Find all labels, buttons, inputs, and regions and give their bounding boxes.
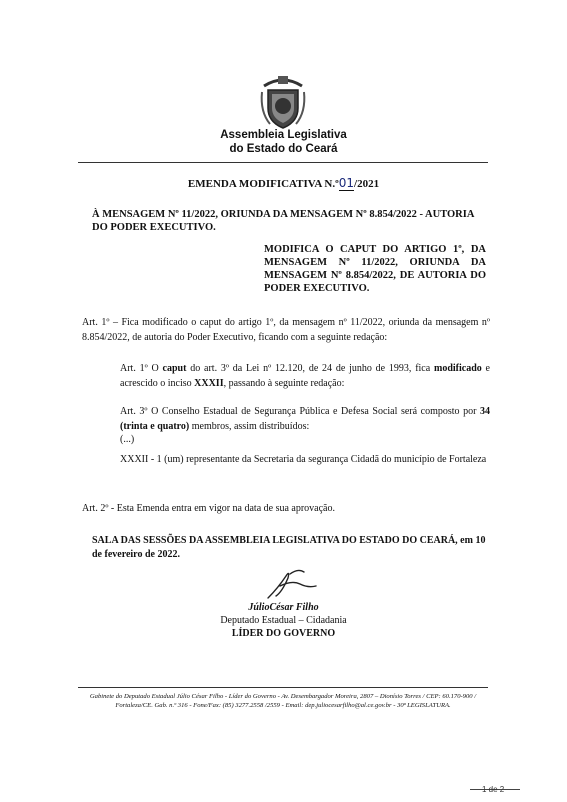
article-2: Art. 2º - Esta Emenda entra em vigor na data de sua aprovação. [82, 503, 335, 514]
page-number: 1 de 2 [482, 785, 505, 794]
article-3-wording: Art. 3º O Conselho Estadual de Segurança Pública e Defesa Social será composto por 34 (trinta e quatro) membros, assim distribuídos: [120, 406, 490, 432]
ellipsis: (...) [120, 434, 135, 445]
signatory-name: JúlioCésar Filho [248, 602, 319, 613]
message-reference: À MENSAGEM Nº 11/2022, ORIUNDA DA MENSAGEM Nº 8.854/2022 - AUTORIA DO PODER EXECUTIVO. [92, 209, 474, 233]
institution-name-line1: Assembleia Legislativa [220, 129, 347, 141]
state-coat-of-arms-icon [258, 72, 308, 132]
emenda-title [0, 176, 567, 190]
article-1-new-wording: Art. 1º O caput do art. 3º da Lei nº 12.120, de 24 de junho de 1993, fica modificado e acrescido o inciso XXXII, passando à seguinte redação: [120, 363, 490, 389]
footer-divider [78, 687, 488, 688]
emenda-number-handwritten: 01 [338, 176, 355, 190]
ementa: MODIFICA O CAPUT DO ARTIGO 1º, DA MENSAGEM Nº 11/2022, ORIUNDA DA MENSAGEM Nº 8.854/2022, DE AUTORIA DO PODER EXECUTIVO. [264, 244, 486, 294]
signatory-title: LÍDER DO GOVERNO [231, 628, 336, 639]
emenda-title-prefix: EMENDA MODIFICATIVA N.º [187, 178, 339, 190]
signatory-role: Deputado Estadual – Cidadania [220, 615, 347, 626]
office-footer: Gabinete do Deputado Estadual Júlio César Filho - Líder do Governo - Av. Desembargador Moreira, 2807 – Dionísio Torres / CEP: 60.170-900 / Fortaleza/CE. Gab. n.º 316 - Fone/Fax: (85) 3277.2558 /2559 - Email: dep.juliocesarfilho@al.ce.gov.br - 30ª LEGISLATURA. [89, 693, 477, 709]
handwritten-signature [260, 566, 320, 602]
header-divider [78, 162, 488, 163]
article-1: Art. 1º – Fica modificado o caput do artigo 1º, da mensagem nº 11/2022, oriunda da mensagem nº 8.854/2022, de autoria do Poder Executivo, ficando com a seguinte redação: [82, 317, 490, 343]
emenda-title-suffix: /2021 [354, 178, 380, 190]
institution-name-line2: do Estado do Ceará [229, 143, 338, 155]
session-closing: SALA DAS SESSÕES DA ASSEMBLEIA LEGISLATIVA DO ESTADO DO CEARÁ, em 10 de fevereiro de 2022. [92, 535, 486, 560]
inciso-xxxii: XXXII - 1 (um) representante da Secretaria da segurança Cidadã do município de Fortaleza [120, 454, 487, 465]
